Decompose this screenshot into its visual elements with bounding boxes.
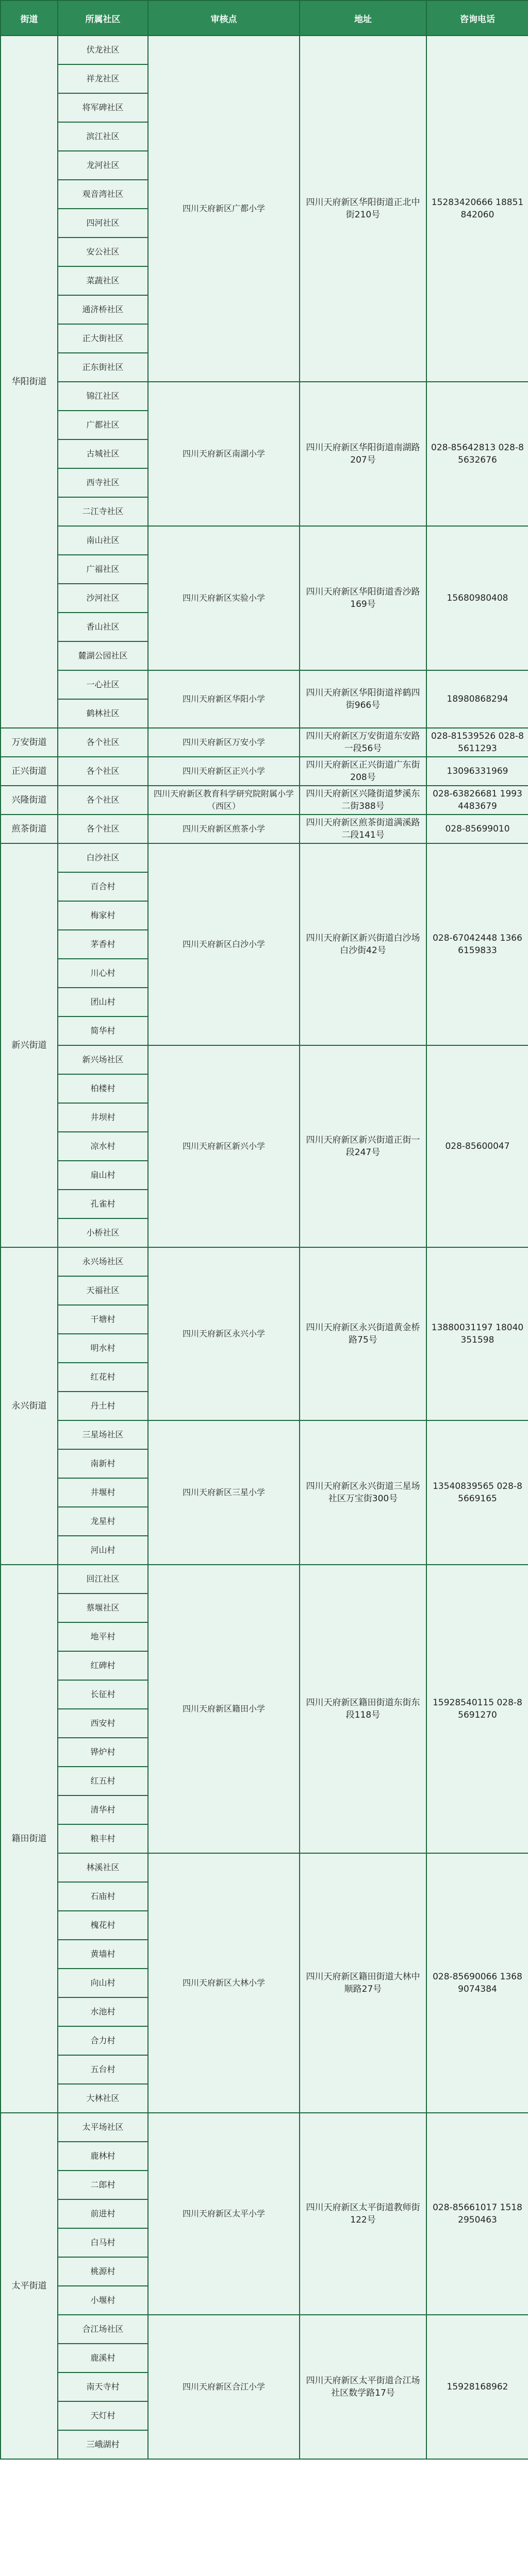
street-cell: 太平街道 — [1, 2113, 58, 2459]
address-cell: 四川天府新区华阳街道香沙路169号 — [300, 526, 426, 670]
community-cell: 小桥社区 — [58, 1218, 148, 1247]
phone-cell: 028-81539526 028-85611293 — [426, 728, 528, 757]
community-cell: 南天寺村 — [58, 2372, 148, 2401]
street-cell: 新兴街道 — [1, 843, 58, 1247]
community-cell: 新兴场社区 — [58, 1045, 148, 1074]
community-cell: 回江社区 — [58, 1565, 148, 1594]
phone-cell: 028-85600047 — [426, 1045, 528, 1247]
community-cell: 鹤林社区 — [58, 699, 148, 728]
school-cell: 四川天府新区实验小学 — [148, 526, 300, 670]
phone-cell: 13540839565 028-85669165 — [426, 1420, 528, 1565]
community-cell: 粮丰村 — [58, 1824, 148, 1853]
community-cell: 二郎村 — [58, 2171, 148, 2199]
community-cell: 鹿林村 — [58, 2142, 148, 2171]
community-cell: 河山村 — [58, 1536, 148, 1565]
community-cell: 天福社区 — [58, 1276, 148, 1305]
community-cell: 二江寺社区 — [58, 497, 148, 526]
community-cell: 古城社区 — [58, 439, 148, 468]
address-cell: 四川天府新区兴隆街道梦溪东二街388号 — [300, 786, 426, 815]
street-cell: 永兴街道 — [1, 1247, 58, 1565]
community-cell: 安公社区 — [58, 238, 148, 266]
school-cell: 四川天府新区新兴小学 — [148, 1045, 300, 1247]
table-row — [1, 526, 528, 555]
street-cell: 兴隆街道 — [1, 786, 58, 815]
table-row — [1, 382, 528, 411]
community-cell: 地平村 — [58, 1622, 148, 1651]
community-cell: 菜蔬社区 — [58, 266, 148, 295]
table-row — [1, 2315, 528, 2344]
table-row — [1, 2113, 528, 2142]
community-cell: 沙河社区 — [58, 584, 148, 613]
community-cell: 红碑村 — [58, 1651, 148, 1680]
community-cell: 简华村 — [58, 1016, 148, 1045]
community-cell: 孔雀村 — [58, 1190, 148, 1218]
community-cell: 鹿溪村 — [58, 2344, 148, 2372]
community-cell: 通济桥社区 — [58, 295, 148, 324]
community-cell: 清华村 — [58, 1795, 148, 1824]
community-cell: 红花村 — [58, 1363, 148, 1392]
community-cell: 红五村 — [58, 1767, 148, 1795]
community-cell: 干塘村 — [58, 1305, 148, 1334]
phone-cell: 18980868294 — [426, 670, 528, 728]
community-cell: 正大街社区 — [58, 324, 148, 353]
community-cell: 桃源村 — [58, 2257, 148, 2286]
community-cell: 前进村 — [58, 2199, 148, 2228]
community-cell: 林溪社区 — [58, 1853, 148, 1882]
address-cell: 四川天府新区永兴街道黄金桥路75号 — [300, 1247, 426, 1420]
address-cell: 四川天府新区太平街道教师街122号 — [300, 2113, 426, 2315]
community-cell: 天灯村 — [58, 2401, 148, 2430]
community-cell: 广福社区 — [58, 555, 148, 584]
table-row — [1, 1420, 528, 1449]
community-cell: 龙星村 — [58, 1507, 148, 1536]
address-cell: 四川天府新区正兴街道广东街208号 — [300, 757, 426, 786]
address-cell: 四川天府新区永兴街道三星场社区万宝街300号 — [300, 1420, 426, 1565]
address-cell: 四川天府新区华阳街道正北中街210号 — [300, 36, 426, 382]
community-cell: 龙河社区 — [58, 151, 148, 180]
table-row — [1, 728, 528, 757]
school-cell: 四川天府新区广都小学 — [148, 36, 300, 382]
community-cell: 明水村 — [58, 1334, 148, 1363]
community-cell: 祥龙社区 — [58, 64, 148, 93]
school-cell: 四川天府新区永兴小学 — [148, 1247, 300, 1420]
community-cell: 各个社区 — [58, 815, 148, 843]
school-cell: 四川天府新区南湖小学 — [148, 382, 300, 526]
table-row — [1, 670, 528, 699]
community-cell: 白沙社区 — [58, 843, 148, 872]
table-body — [1, 36, 528, 2459]
header-phone: 咨询电话 — [426, 1, 528, 36]
street-cell: 万安街道 — [1, 728, 58, 757]
community-cell: 各个社区 — [58, 757, 148, 786]
table-row — [1, 36, 528, 64]
street-cell: 籍田街道 — [1, 1565, 58, 2113]
community-cell: 观音湾社区 — [58, 180, 148, 209]
street-cell: 煎茶街道 — [1, 815, 58, 843]
community-cell: 丹土村 — [58, 1392, 148, 1420]
community-cell: 永兴场社区 — [58, 1247, 148, 1276]
community-cell: 扇山村 — [58, 1161, 148, 1190]
header-row — [1, 1, 528, 36]
community-cell: 合江场社区 — [58, 2315, 148, 2344]
community-cell: 蔡堰社区 — [58, 1594, 148, 1622]
community-cell: 太平场社区 — [58, 2113, 148, 2142]
community-cell: 井堰村 — [58, 1478, 148, 1507]
street-cell: 正兴街道 — [1, 757, 58, 786]
phone-cell: 028-85690066 13689074384 — [426, 1853, 528, 2113]
community-cell: 井坝村 — [58, 1103, 148, 1132]
phone-cell: 13096331969 — [426, 757, 528, 786]
phone-cell: 15928540115 028-85691270 — [426, 1565, 528, 1853]
table-row — [1, 815, 528, 843]
street-cell: 华阳街道 — [1, 36, 58, 728]
school-cell: 四川天府新区万安小学 — [148, 728, 300, 757]
community-cell: 各个社区 — [58, 786, 148, 815]
community-cell: 广都社区 — [58, 411, 148, 439]
community-cell: 大林社区 — [58, 2084, 148, 2113]
header-address: 地址 — [300, 1, 426, 36]
table-row — [1, 757, 528, 786]
community-cell: 锦江社区 — [58, 382, 148, 411]
community-cell: 黄墙村 — [58, 1940, 148, 1969]
table-row — [1, 1853, 528, 1882]
community-cell: 南新村 — [58, 1449, 148, 1478]
phone-cell: 028-85642813 028-85632676 — [426, 382, 528, 526]
community-cell: 柏楼村 — [58, 1074, 148, 1103]
address-cell: 四川天府新区籍田街道东街东段118号 — [300, 1565, 426, 1853]
community-cell: 三峨湖村 — [58, 2430, 148, 2459]
community-cell: 南山社区 — [58, 526, 148, 555]
table-row — [1, 786, 528, 815]
community-cell: 各个社区 — [58, 728, 148, 757]
community-cell: 合力村 — [58, 2026, 148, 2055]
address-cell: 四川天府新区华阳街道祥鹤四街966号 — [300, 670, 426, 728]
community-cell: 伏龙社区 — [58, 36, 148, 64]
community-cell: 槐花村 — [58, 1911, 148, 1940]
phone-cell: 15283420666 18851842060 — [426, 36, 528, 382]
community-cell: 川心村 — [58, 959, 148, 988]
school-cell: 四川天府新区白沙小学 — [148, 843, 300, 1045]
community-cell: 正东街社区 — [58, 353, 148, 382]
community-cell: 麓湖公园社区 — [58, 641, 148, 670]
school-cell: 四川天府新区煎茶小学 — [148, 815, 300, 843]
school-cell: 四川天府新区教育科学研究院附属小学（西区） — [148, 786, 300, 815]
address-cell: 四川天府新区太平街道合江场社区数学路17号 — [300, 2315, 426, 2459]
community-cell: 三星场社区 — [58, 1420, 148, 1449]
address-cell: 四川天府新区新兴街道正街一段247号 — [300, 1045, 426, 1247]
community-cell: 长征村 — [58, 1680, 148, 1709]
table-row — [1, 843, 528, 872]
community-cell: 百合村 — [58, 872, 148, 901]
community-cell: 将军碑社区 — [58, 93, 148, 122]
phone-cell: 15680980408 — [426, 526, 528, 670]
community-cell: 西寺社区 — [58, 468, 148, 497]
phone-cell: 13880031197 18040351598 — [426, 1247, 528, 1420]
community-cell: 茅香村 — [58, 930, 148, 959]
community-cell: 团山村 — [58, 988, 148, 1016]
phone-cell: 15928168962 — [426, 2315, 528, 2459]
community-cell: 铧炉村 — [58, 1738, 148, 1767]
address-cell: 四川天府新区煎茶街道满溪路二段141号 — [300, 815, 426, 843]
school-cell: 四川天府新区正兴小学 — [148, 757, 300, 786]
phone-cell: 028-67042448 13666159833 — [426, 843, 528, 1045]
phone-cell: 028-85661017 15182950463 — [426, 2113, 528, 2315]
phone-cell: 028-63826681 19934483679 — [426, 786, 528, 815]
school-cell: 四川天府新区籍田小学 — [148, 1565, 300, 1853]
community-cell: 向山村 — [58, 1969, 148, 1997]
community-cell: 西安村 — [58, 1709, 148, 1738]
school-cell: 四川天府新区华阳小学 — [148, 670, 300, 728]
community-cell: 四河社区 — [58, 209, 148, 238]
table-row — [1, 1247, 528, 1276]
header-community: 所属社区 — [58, 1, 148, 36]
community-cell: 石庙村 — [58, 1882, 148, 1911]
school-cell: 四川天府新区太平小学 — [148, 2113, 300, 2315]
table-row — [1, 1565, 528, 1594]
community-cell: 水池村 — [58, 1997, 148, 2026]
school-cell: 四川天府新区大林小学 — [148, 1853, 300, 2113]
address-cell: 四川天府新区万安街道东安路一段56号 — [300, 728, 426, 757]
community-cell: 五台村 — [58, 2055, 148, 2084]
community-cell: 白马村 — [58, 2228, 148, 2257]
school-cell: 四川天府新区合江小学 — [148, 2315, 300, 2459]
community-cell: 凉水村 — [58, 1132, 148, 1161]
phone-cell: 028-85699010 — [426, 815, 528, 843]
table-row — [1, 1045, 528, 1074]
header-school: 审核点 — [148, 1, 300, 36]
address-cell: 四川天府新区华阳街道南湖路207号 — [300, 382, 426, 526]
community-cell: 小堰村 — [58, 2286, 148, 2315]
community-cell: 香山社区 — [58, 613, 148, 641]
school-cell: 四川天府新区三星小学 — [148, 1420, 300, 1565]
community-cell: 一心社区 — [58, 670, 148, 699]
community-cell: 滨江社区 — [58, 122, 148, 151]
community-cell: 梅家村 — [58, 901, 148, 930]
address-cell: 四川天府新区新兴街道白沙场白沙街42号 — [300, 843, 426, 1045]
address-cell: 四川天府新区籍田街道大林中顺路27号 — [300, 1853, 426, 2113]
header-street: 街道 — [1, 1, 58, 36]
